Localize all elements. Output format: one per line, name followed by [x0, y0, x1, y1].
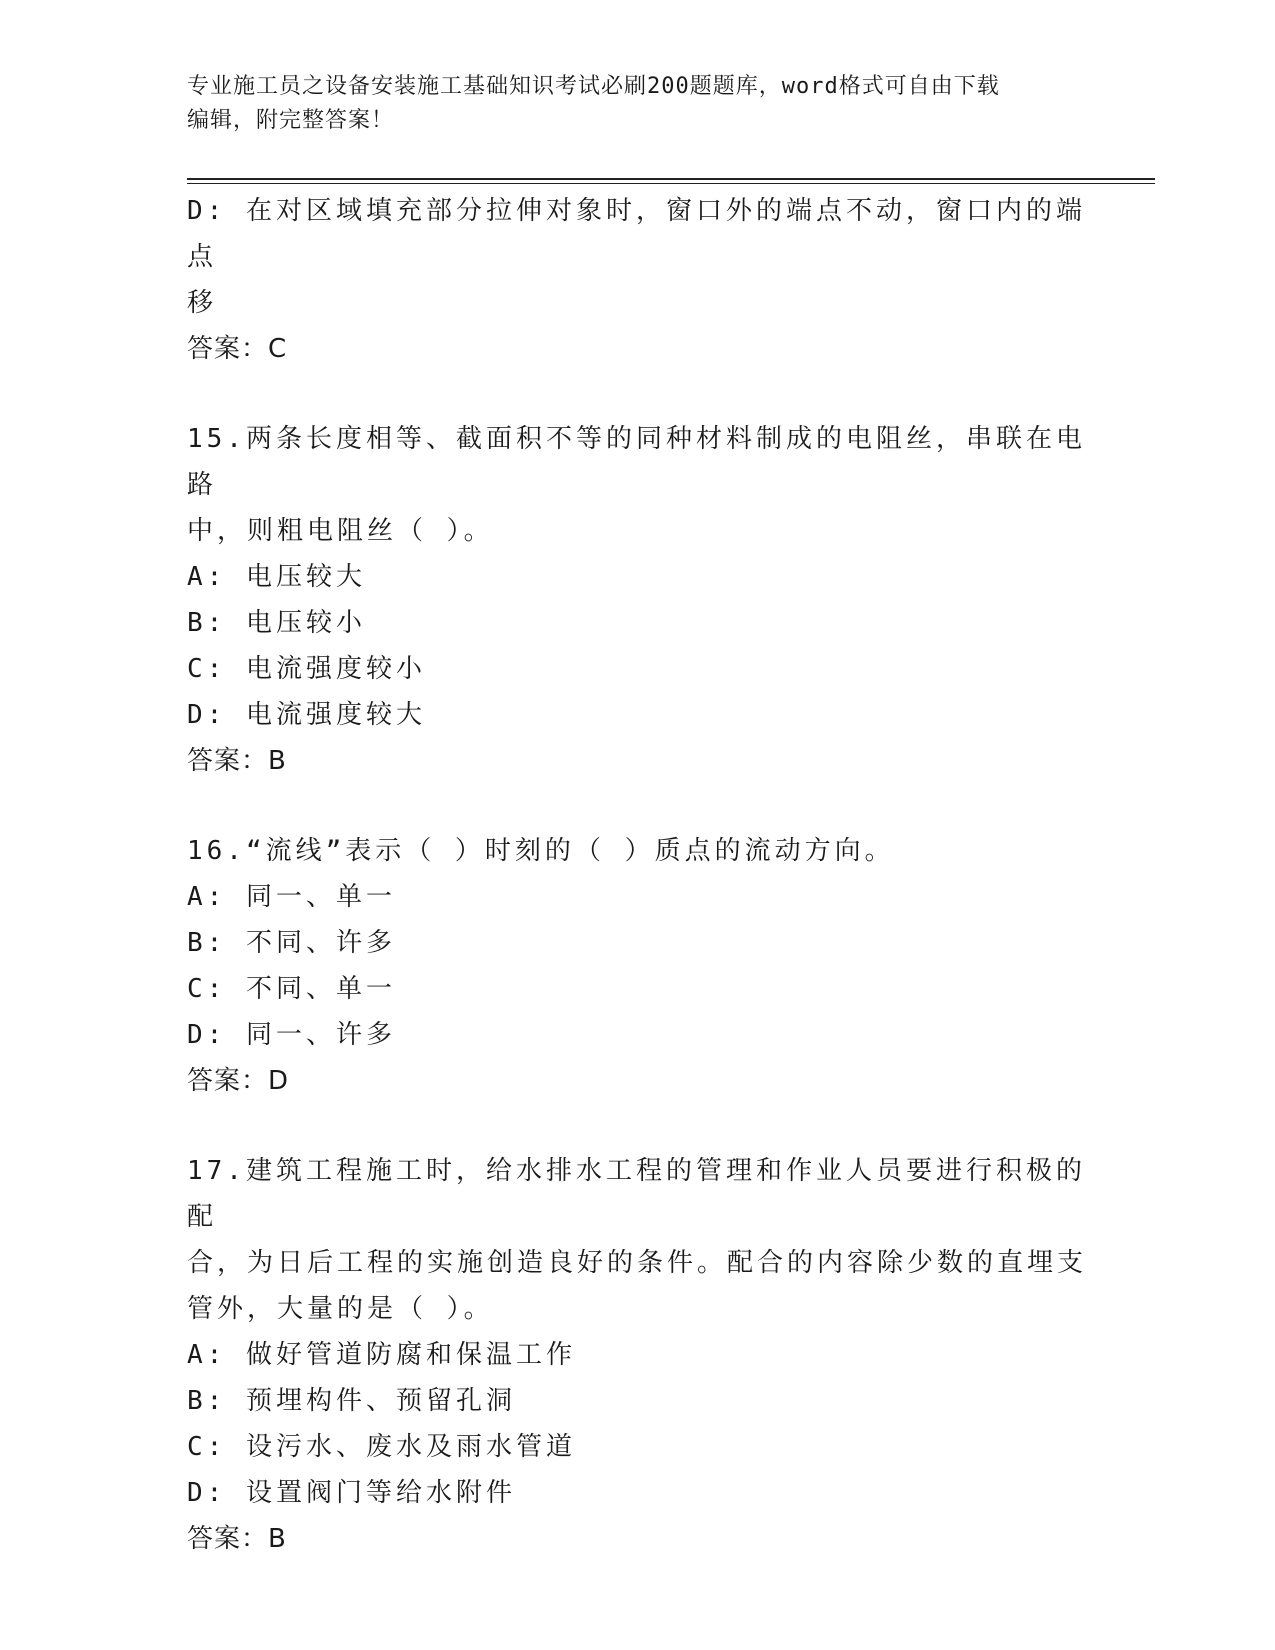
question-text-continued: 管外，大量的是（ ）。	[187, 1294, 494, 1324]
question-text-continued: 中，则粗电阻丝（ ）。	[187, 516, 494, 546]
answer: 答案：D	[187, 1066, 290, 1096]
question-text: 15.两条长度相等、截面积不等的同种材料制成的电阻丝，串联在电路	[187, 424, 1086, 500]
question-17	[187, 1148, 1087, 1562]
option-b: B: 预埋构件、预留孔洞	[187, 1386, 516, 1416]
option-c: C: 不同、单一	[187, 974, 396, 1004]
answer: 答案：B	[187, 1524, 287, 1554]
answer: 答案：C	[187, 334, 288, 364]
question-text-continued: 合，为日后工程的实施创造良好的条件。配合的内容除少数的直埋支	[187, 1248, 1088, 1278]
document-header	[187, 70, 1067, 138]
header-title-line-1: 专业施工员之设备安装施工基础知识考试必刷200题题库，word格式可自由下载	[187, 74, 1000, 99]
option-d-continued: 移	[187, 288, 218, 318]
option-a: A: 同一、单一	[187, 882, 396, 912]
header-divider-thick	[187, 178, 1155, 180]
question-15	[187, 416, 1087, 784]
option-d: D: 设置阀门等给水附件	[187, 1478, 516, 1508]
question-text: 17.建筑工程施工时，给水排水工程的管理和作业人员要进行积极的配	[187, 1156, 1086, 1232]
option-c: C: 设污水、废水及雨水管道	[187, 1432, 576, 1462]
header-divider-thin	[187, 183, 1155, 184]
option-d: D: 电流强度较大	[187, 700, 426, 730]
option-a: A: 做好管道防腐和保温工作	[187, 1340, 576, 1370]
question-text: 16.“流线”表示（ ）时刻的（ ）质点的流动方向。	[187, 836, 895, 866]
option-c: C: 电流强度较小	[187, 654, 426, 684]
option-d: D: 同一、许多	[187, 1020, 396, 1050]
answer: 答案：B	[187, 746, 287, 776]
header-title-line-2: 编辑，附完整答案！	[187, 108, 395, 133]
question-list	[187, 188, 1087, 1562]
option-a: A: 电压较大	[187, 562, 366, 592]
option-b: B: 电压较小	[187, 608, 366, 638]
option-b: B: 不同、许多	[187, 928, 396, 958]
question-16	[187, 828, 1087, 1104]
question-14-tail	[187, 188, 1087, 372]
option-d: D: 在对区域填充部分拉伸对象时，窗口外的端点不动，窗口内的端点	[187, 196, 1086, 272]
